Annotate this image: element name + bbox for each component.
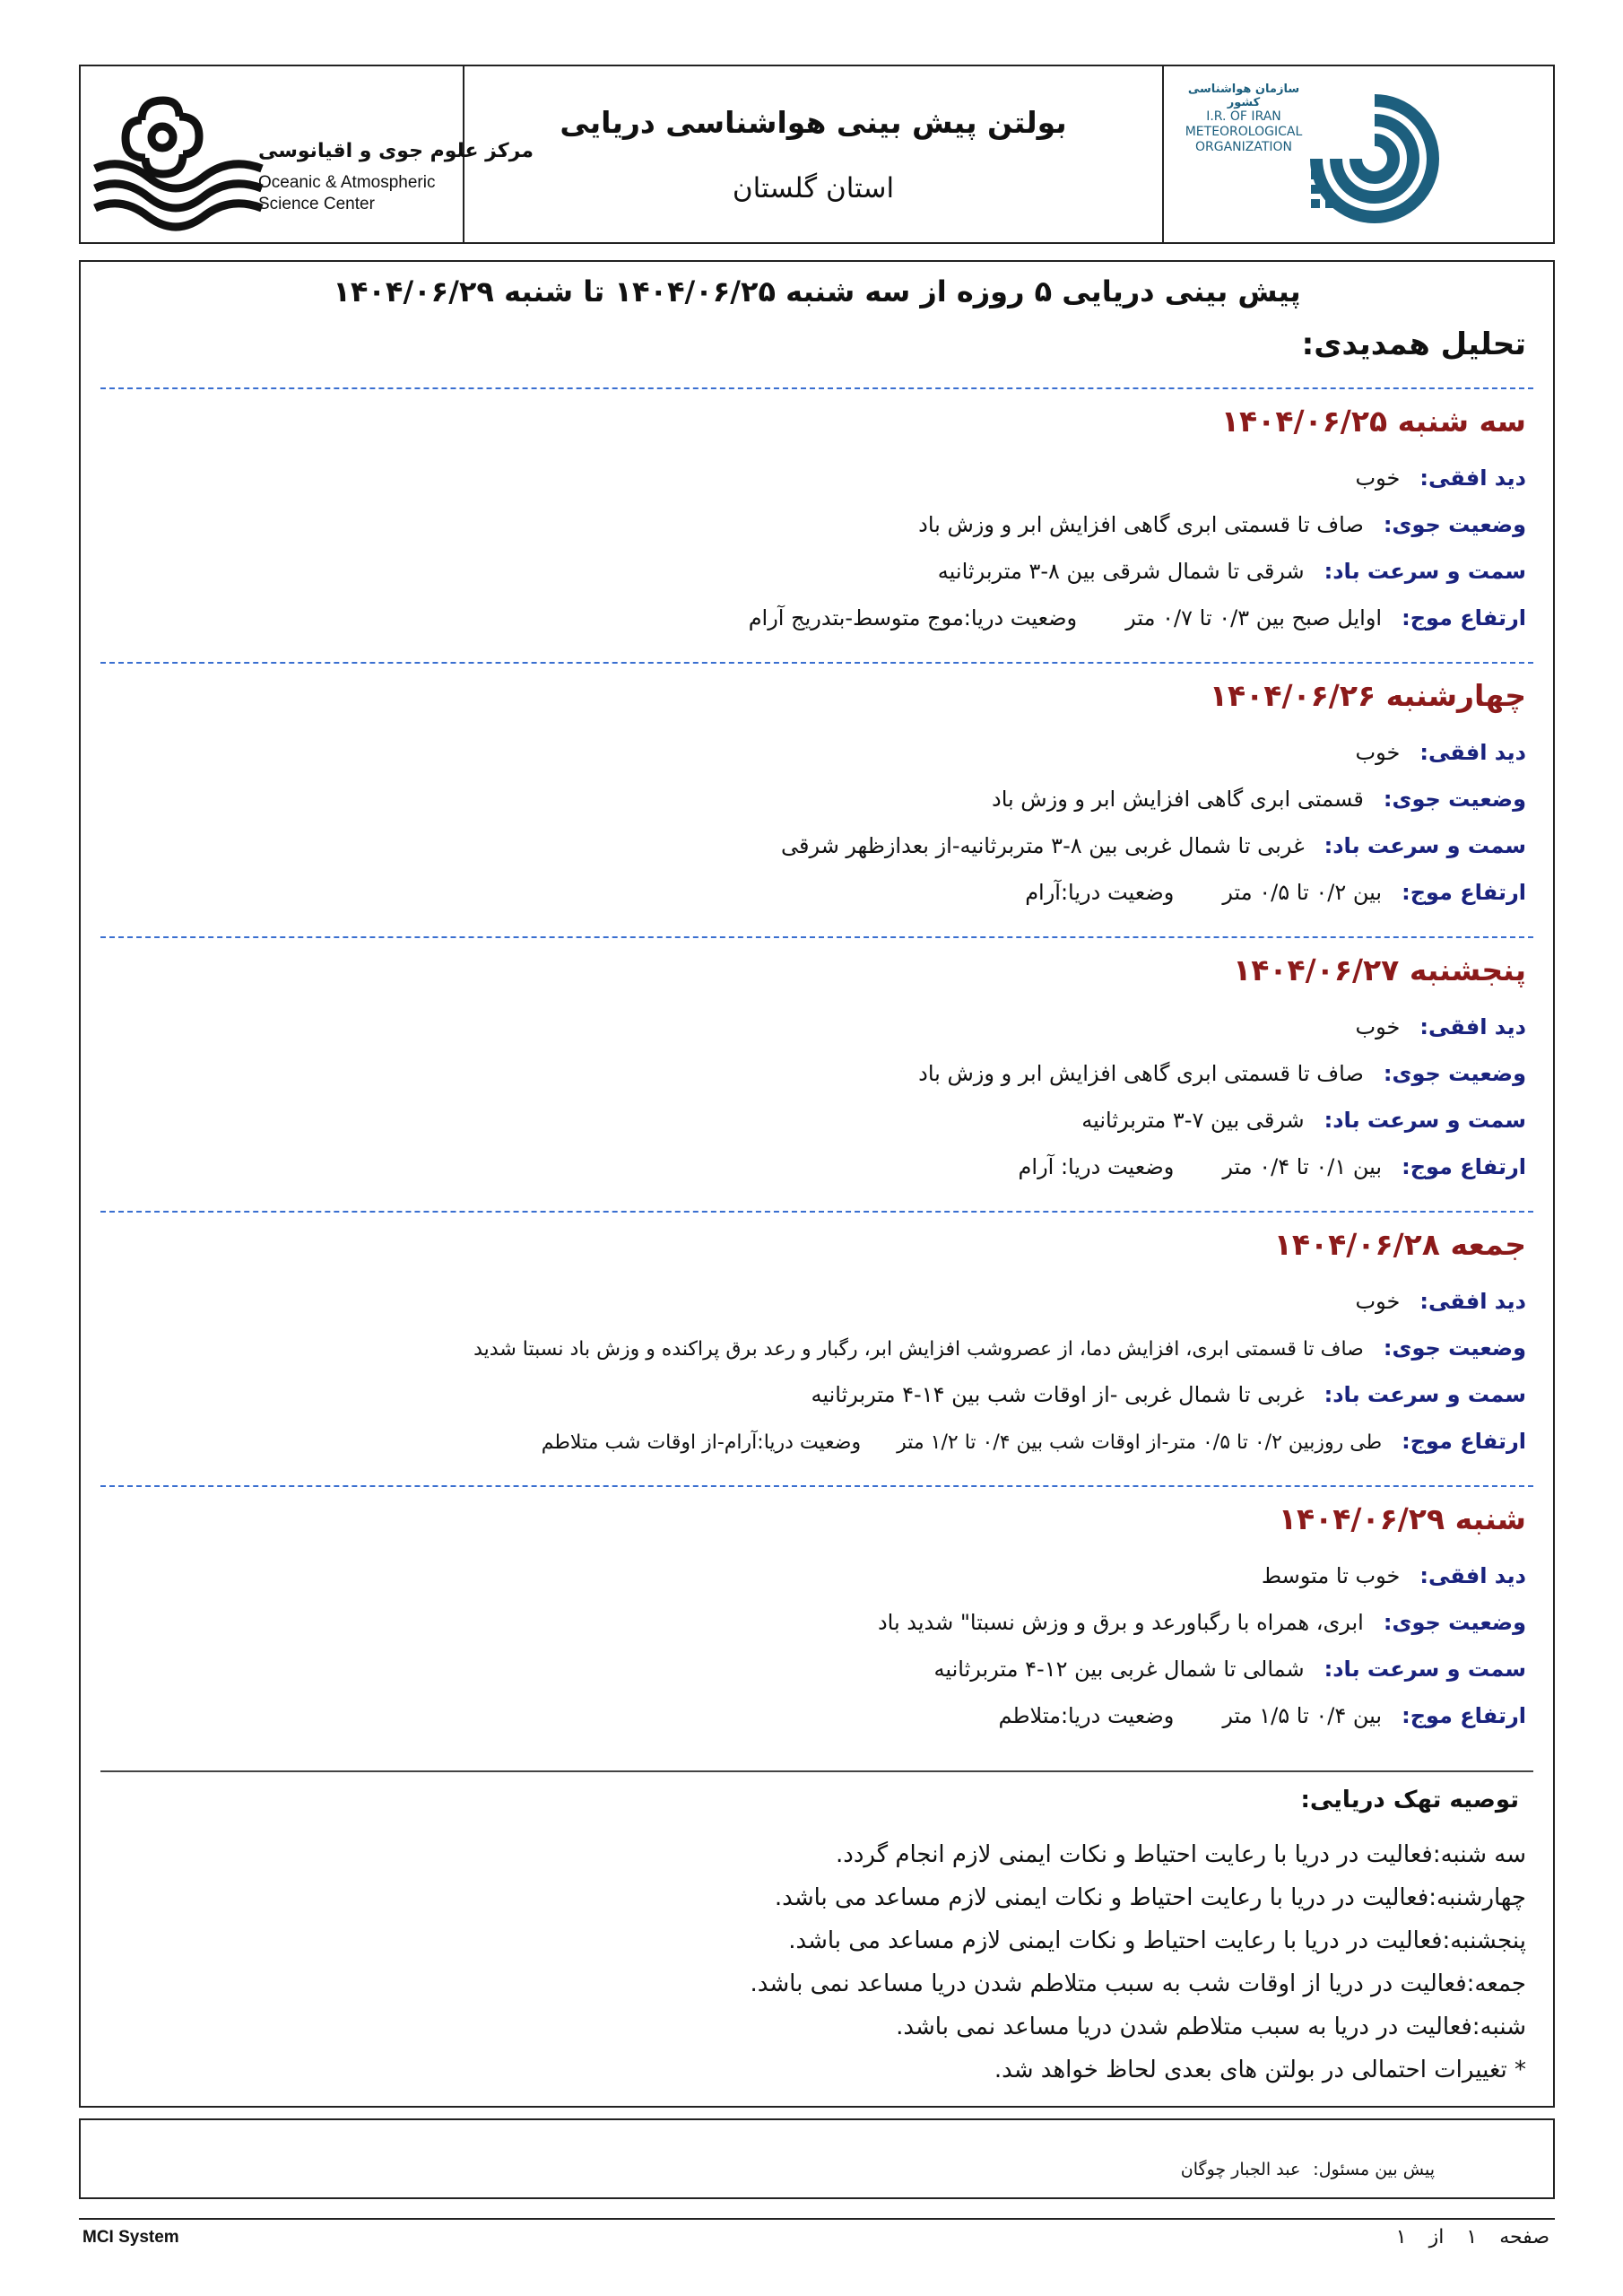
page-label: صفحه — [1499, 2226, 1549, 2248]
weather-label: وضعیت جوی: — [1383, 787, 1526, 812]
weather-row — [108, 781, 1526, 828]
sea-state-value: وضعیت دریا:آرام — [1025, 880, 1175, 905]
weather-value: صاف تا قسمتی ابری گاهی افزایش ابر و وزش باد — [918, 512, 1364, 537]
page-number: ۱ — [1466, 2226, 1478, 2248]
bulletin-title: بولتن پیش بینی هواشناسی دریایی — [560, 104, 1067, 140]
oceanic-center-name-en — [258, 172, 435, 215]
advice-line: چهارشنبه:فعالیت در دریا با رعایت احتیاط و نکات ایمنی لازم مساعد می باشد. — [774, 1884, 1526, 1911]
wind-value: غربی تا شمال غربی -از اوقات شب بین ۱۴-۴ متربرثانیه — [811, 1382, 1305, 1407]
page-of-label: از — [1428, 2226, 1445, 2248]
oceanic-center-emblem-icon — [86, 77, 265, 239]
wind-value: غربی تا شمال غربی بین ۸-۳ متربرثانیه-از بعدازظهر شرقی — [780, 833, 1305, 858]
weather-value: قسمتی ابری گاهی افزایش ابر و وزش باد — [992, 787, 1364, 812]
page-indicator — [1396, 2226, 1549, 2248]
wind-row — [108, 1377, 1526, 1423]
wave-row — [108, 1698, 1526, 1744]
visibility-label: دید افقی: — [1419, 740, 1526, 765]
day-forecast-5 — [108, 1501, 1526, 1744]
weather-row — [108, 507, 1526, 553]
sea-state-value: وضعیت دریا:موج متوسط-بتدریج آرام — [748, 605, 1078, 631]
day-forecast-1 — [108, 404, 1526, 647]
wave-row — [108, 1423, 1526, 1470]
wind-label: سمت و سرعت باد: — [1324, 1382, 1526, 1407]
advice-line: جمعه:فعالیت در دریا از اوقات شب به سبب متلاطم شدن دریا مساعد نمی باشد. — [750, 1970, 1526, 1997]
visibility-label: دید افقی: — [1419, 1014, 1526, 1039]
wave-value: اوایل صبح بین ۰/۳ تا ۰/۷ متر — [1125, 605, 1383, 631]
visibility-value: خوب تا متوسط — [1261, 1563, 1401, 1588]
weather-value: صاف تا قسمتی ابری، افزایش دما، از عصروشب افزایش ابر، رگبار و رعد برق پراکنده و وزش باد نسبتا شدید — [473, 1338, 1364, 1361]
forecast-box — [79, 260, 1555, 2108]
weather-label: وضعیت جوی: — [1383, 1610, 1526, 1635]
wind-value: شمالی تا شمال غربی بین ۱۲-۴ متربرثانیه — [933, 1657, 1305, 1682]
weather-value: ابری، همراه با رگباورعد و برق و وزش نسبتا" شدید باد — [877, 1610, 1364, 1635]
dashed-divider — [100, 662, 1533, 664]
visibility-row — [108, 735, 1526, 781]
imo-name-en-2: METEOROLOGICAL — [1185, 125, 1303, 139]
oceanic-center-name-en-2: Science Center — [258, 195, 375, 213]
day-title: سه شنبه ۱۴۰۴/۰۶/۲۵ — [1220, 404, 1526, 439]
imo-name-en-1: I.R. OF IRAN — [1206, 109, 1281, 124]
wave-row — [108, 1149, 1526, 1196]
title-cell — [463, 66, 1162, 242]
visibility-label: دید افقی: — [1419, 1289, 1526, 1314]
wave-value: طی روزبین ۰/۲ تا ۰/۵ متر-از اوقات شب بین ۰/۴ تا ۱/۲ متر — [897, 1431, 1383, 1454]
weather-value: صاف تا قسمتی ابری گاهی افزایش ابر و وزش باد — [918, 1061, 1364, 1086]
wave-row — [108, 600, 1526, 647]
signature-box — [79, 2118, 1555, 2199]
day-forecast-2 — [108, 678, 1526, 921]
forecast-title: پیش بینی دریایی ۵ روزه از سه شنبه ۱۴۰۴/۰۶/۲۵ تا شنبه ۱۴۰۴/۰۶/۲۹ — [333, 274, 1301, 309]
visibility-value: خوب — [1355, 1014, 1401, 1039]
advice-line: سه شنبه:فعالیت در دریا با رعایت احتیاط و نکات ایمنی لازم انجام گردد. — [835, 1841, 1526, 1868]
dashed-divider — [100, 1211, 1533, 1213]
wind-row — [108, 828, 1526, 874]
wind-label: سمت و سرعت باد: — [1324, 1657, 1526, 1682]
wave-row — [108, 874, 1526, 921]
weather-row — [108, 1605, 1526, 1651]
imo-spiral-icon — [1298, 83, 1451, 235]
wave-label: ارتفاع موج: — [1402, 605, 1526, 631]
wind-value: شرقی تا شمال شرقی بین ۸-۳ متربرثانیه — [937, 559, 1305, 584]
day-title: پنجشنبه ۱۴۰۴/۰۶/۲۷ — [1233, 952, 1526, 987]
visibility-value: خوب — [1355, 740, 1401, 765]
visibility-row — [108, 460, 1526, 507]
advice-line: شنبه:فعالیت در دریا به سبب متلاطم شدن دریا مساعد نمی باشد. — [896, 2013, 1526, 2040]
forecaster-label: پیش بین مسئول: — [1313, 2160, 1435, 2179]
day-forecast-4 — [108, 1227, 1526, 1470]
visibility-value: خوب — [1355, 1289, 1401, 1314]
page-total: ۱ — [1395, 2226, 1407, 2248]
wave-label: ارتفاع موج: — [1402, 1703, 1526, 1728]
wind-row — [108, 553, 1526, 600]
oceanic-center-logo — [81, 66, 534, 242]
synoptic-analysis-label: تحلیل همدیدی: — [1301, 326, 1526, 362]
day-title: چهارشنبه ۱۴۰۴/۰۶/۲۶ — [1209, 678, 1526, 713]
wave-value: بین ۰/۱ تا ۰/۴ متر — [1222, 1154, 1383, 1179]
dashed-divider — [100, 1485, 1533, 1487]
imo-name-en-3: ORGANIZATION — [1194, 140, 1293, 154]
dashed-divider — [100, 387, 1533, 389]
day-forecast-3 — [108, 952, 1526, 1196]
wave-value: بین ۰/۴ تا ۱/۵ متر — [1222, 1703, 1383, 1728]
weather-label: وضعیت جوی: — [1383, 512, 1526, 537]
wind-value: شرقی بین ۷-۳ متربرثانیه — [1081, 1108, 1305, 1133]
advice-line: پنجشنبه:فعالیت در دریا با رعایت احتیاط و نکات ایمنی لازم مساعد می باشد. — [788, 1927, 1526, 1954]
advice-divider — [100, 1770, 1533, 1772]
visibility-row — [108, 1009, 1526, 1056]
marine-advice — [108, 1787, 1526, 2095]
oceanic-center-name-en-1: Oceanic & Atmospheric — [258, 173, 436, 192]
dashed-divider — [100, 936, 1533, 938]
forecaster-name: عبد الجبار چوگان — [1180, 2160, 1301, 2179]
province-name: استان گلستان — [732, 171, 895, 204]
wind-row — [108, 1102, 1526, 1149]
imo-name-fa: سازمان هواشناسی کشور — [1187, 83, 1300, 109]
wind-label: سمت و سرعت باد: — [1324, 833, 1526, 858]
wave-label: ارتفاع موج: — [1402, 1154, 1526, 1179]
wave-label: ارتفاع موج: — [1402, 880, 1526, 905]
visibility-value: خوب — [1355, 465, 1401, 491]
advice-title: توصیه تهک دریایی: — [1300, 1787, 1519, 1813]
sea-state-value: وضعیت دریا:آرام-از اوقات شب متلاطم — [541, 1431, 862, 1454]
oceanic-center-name-fa: مرکز علوم جوی و اقیانوسی — [258, 140, 534, 162]
visibility-row — [108, 1558, 1526, 1605]
visibility-row — [108, 1283, 1526, 1330]
wind-label: سمت و سرعت باد: — [1324, 559, 1526, 584]
sea-state-value: وضعیت دریا:متلاطم — [998, 1703, 1175, 1728]
footer-divider — [79, 2218, 1555, 2220]
header-box — [79, 65, 1555, 244]
visibility-label: دید افقی: — [1419, 1563, 1526, 1588]
advice-note: * تغییرات احتمالی در بولتن های بعدی لحاظ خواهد شد. — [994, 2057, 1526, 2083]
weather-row — [108, 1330, 1526, 1377]
forecaster-signature — [1181, 2160, 1435, 2179]
system-name: MCI System — [82, 2228, 179, 2247]
weather-label: وضعیت جوی: — [1383, 1061, 1526, 1086]
day-title: شنبه ۱۴۰۴/۰۶/۲۹ — [1278, 1501, 1526, 1536]
sea-state-value: وضعیت دریا: آرام — [1018, 1154, 1175, 1179]
wave-label: ارتفاع موج: — [1402, 1429, 1526, 1454]
weather-row — [108, 1056, 1526, 1102]
imo-logo-text — [1176, 83, 1311, 155]
meteorological-org-logo — [1162, 66, 1553, 242]
wind-row — [108, 1651, 1526, 1698]
visibility-label: دید افقی: — [1419, 465, 1526, 491]
day-title: جمعه ۱۴۰۴/۰۶/۲۸ — [1273, 1227, 1526, 1262]
wave-value: بین ۰/۲ تا ۰/۵ متر — [1222, 880, 1383, 905]
wind-label: سمت و سرعت باد: — [1324, 1108, 1526, 1133]
weather-label: وضعیت جوی: — [1383, 1335, 1526, 1361]
